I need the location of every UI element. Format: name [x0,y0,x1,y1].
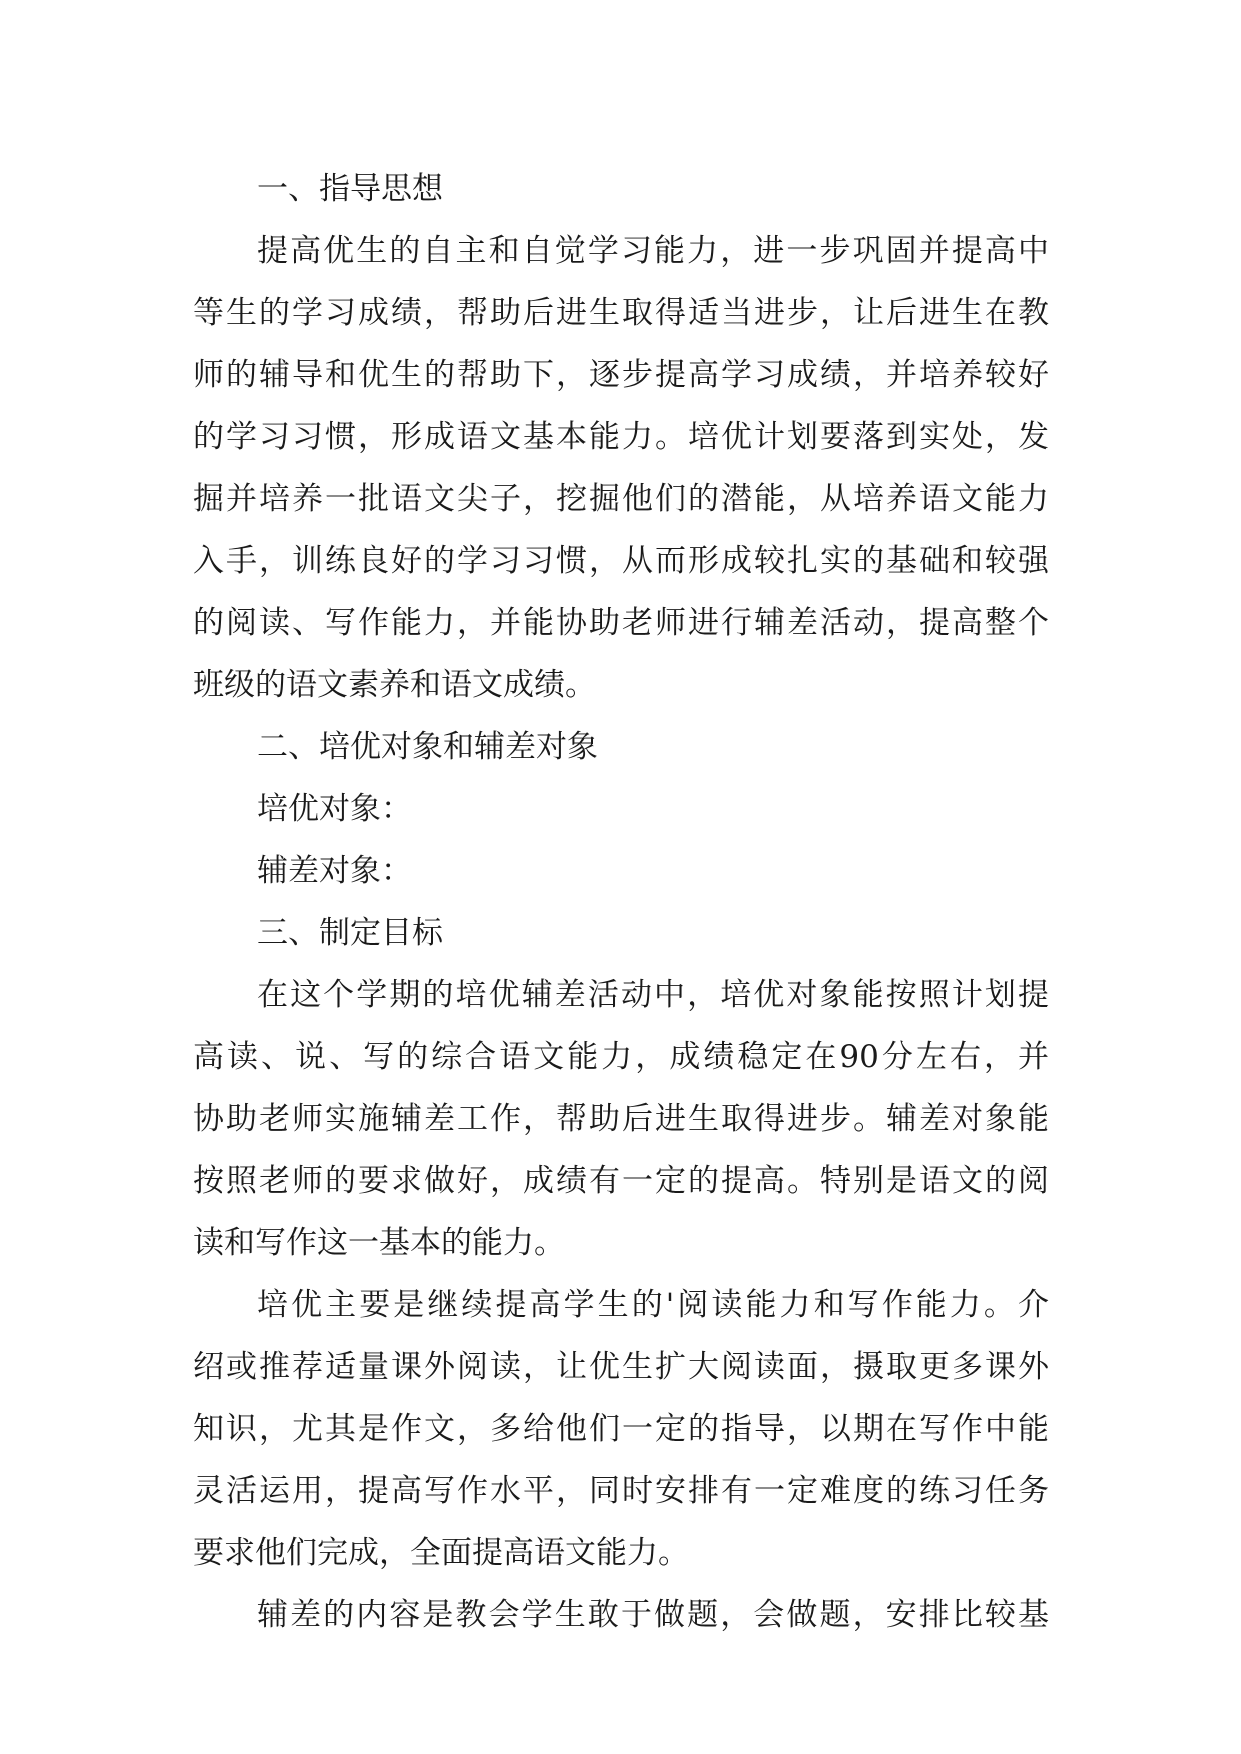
section-heading-goals: 三、制定目标 [257,915,443,951]
paragraph-remedial-plan [193,1584,1049,1646]
paragraph-line: 要求他们完成，全面提高语文能力。 [193,1535,689,1571]
paragraph-line: 提高优生的自主和自觉学习能力，进一步巩固并提高中 [257,233,1049,269]
section-heading-guiding-ideology: 一、指导思想 [257,171,443,207]
paragraph-line: 的阅读、写作能力，并能协助老师进行辅差活动，提高整个 [193,605,1049,641]
paragraph-line: 师的辅导和优生的帮助下，逐步提高学习成绩，并培养较好 [193,357,1049,393]
label-struggling-students: 辅差对象： [257,853,412,889]
paragraph-line: 在这个学期的培优辅差活动中，培优对象能按照计划提 [257,977,1049,1013]
paragraph-goals [193,964,1049,1274]
paragraph-line: 读和写作这一基本的能力。 [193,1225,565,1261]
paragraph-line: 的学习习惯，形成语文基本能力。培优计划要落到实处，发 [193,419,1049,455]
paragraph-line: 等生的学习成绩，帮助后进生取得适当进步，让后进生在教 [193,295,1049,331]
paragraph-line: 培优主要是继续提高学生的'阅读能力和写作能力。介 [257,1287,1049,1323]
paragraph-line: 按照老师的要求做好，成绩有一定的提高。特别是语文的阅 [193,1163,1049,1199]
paragraph-line: 协助老师实施辅差工作，帮助后进生取得进步。辅差对象能 [193,1101,1049,1137]
section-heading-targets: 二、培优对象和辅差对象 [257,729,598,765]
paragraph-line: 辅差的内容是教会学生敢于做题，会做题，安排比较基 [257,1597,1049,1633]
label-excellent-students: 培优对象： [257,791,412,827]
paragraph-line: 高读、说、写的综合语文能力，成绩稳定在90分左右，并 [193,1039,1049,1075]
paragraph-line: 知识，尤其是作文，多给他们一定的指导，以期在写作中能 [193,1411,1049,1447]
paragraph-line: 绍或推荐适量课外阅读，让优生扩大阅读面，摄取更多课外 [193,1349,1049,1385]
paragraph-line: 班级的语文素养和语文成绩。 [193,667,596,703]
paragraph-line: 掘并培养一批语文尖子，挖掘他们的潜能，从培养语文能力 [193,481,1049,517]
paragraph-excellent-plan [193,1274,1049,1584]
paragraph-line: 入手，训练良好的学习习惯，从而形成较扎实的基础和较强 [193,543,1049,579]
paragraph-guiding-ideology [193,220,1049,716]
paragraph-line: 灵活运用，提高写作水平，同时安排有一定难度的练习任务 [193,1473,1049,1509]
document-body [193,158,1049,1646]
